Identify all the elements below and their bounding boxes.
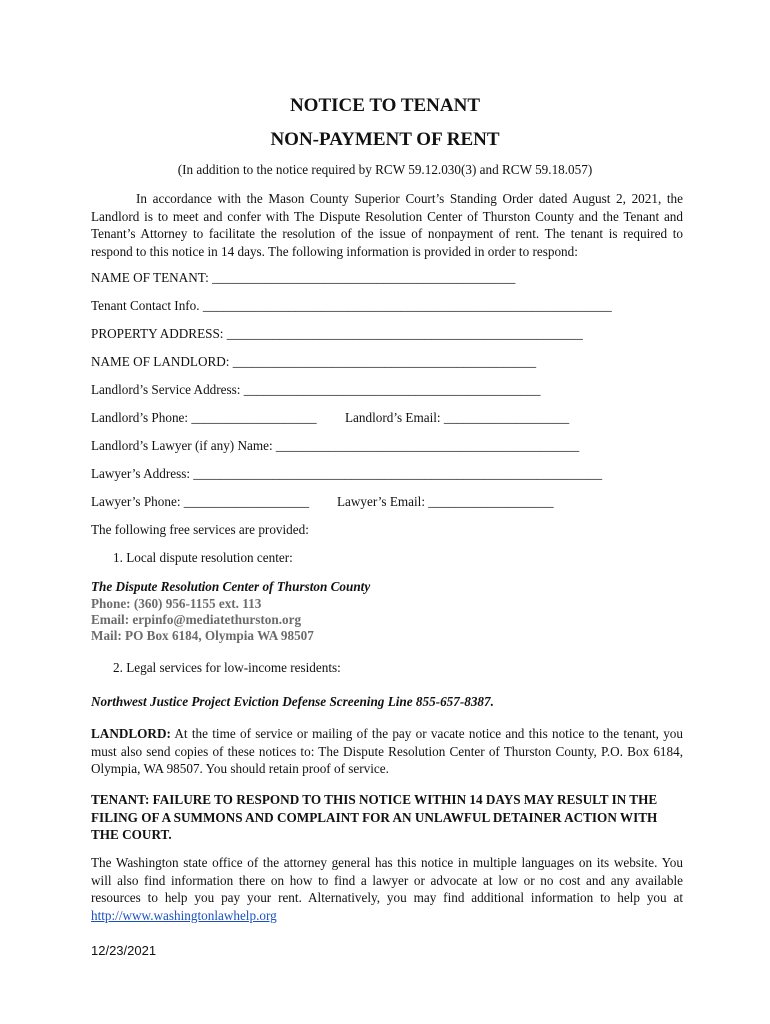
drc-phone: Phone: (360) 956-1155 ext. 113 <box>91 596 262 611</box>
landlord-name-field[interactable]: NAME OF LANDLORD: ______________________________________________ <box>91 354 537 369</box>
drc-name: The Dispute Resolution Center of Thurston County <box>91 579 371 594</box>
services-heading: The following free services are provided: <box>91 522 309 537</box>
landlord-label: LANDLORD: <box>91 726 171 741</box>
tenant-contact-field[interactable]: Tenant Contact Info. ______________________________________________________________ <box>91 298 612 313</box>
lawyer-phone-field[interactable]: Lawyer’s Phone: ___________________ <box>91 494 310 509</box>
document-title: NOTICE TO TENANT <box>289 95 481 116</box>
landlord-lawyer-field[interactable]: Landlord’s Lawyer (if any) Name: ______________________________________________ <box>91 438 580 453</box>
landlord-notice-text: At the time of service or mailing of the pay or vacate notice and this notice to the tenant, you must also send copies of these notices to: The Dispute Resolution Center of Thurston County, P.O. Box 6184, Olympia, WA 98507. You should retain proof of service. <box>91 726 683 777</box>
footer-date: 12/23/2021 <box>91 943 157 958</box>
landlord-notice-paragraph <box>91 725 683 778</box>
document-subtitle-heading: NON-PAYMENT OF RENT <box>270 129 500 150</box>
tenant-name-field[interactable]: NAME OF TENANT: ______________________________________________ <box>91 270 516 285</box>
intro-paragraph <box>91 190 683 260</box>
ag-notice-text: The Washington state office of the attorney general has this notice in multiple languages on its website. You will also find information there on how to find a lawyer or advocate at low or no cost and any available resources to help you pay your rent. Alternatively, you may find additional information to help you at <box>91 855 683 906</box>
drc-email: Email: erpinfo@mediatethurston.org <box>91 612 302 627</box>
lawyer-email-field[interactable]: Lawyer’s Email: ___________________ <box>337 494 554 509</box>
landlord-phone-field[interactable]: Landlord’s Phone: ___________________ <box>91 410 317 425</box>
statute-reference: (In addition to the notice required by RCW 59.12.030(3) and RCW 59.18.057) <box>177 162 593 177</box>
service-item-2: 2. Legal services for low-income residents: <box>113 660 341 675</box>
nwjp-line: Northwest Justice Project Eviction Defense Screening Line 855-657-8387. <box>91 694 494 709</box>
ag-notice-paragraph <box>91 854 683 924</box>
washington-law-help-link[interactable]: http://www.washingtonlawhelp.org <box>91 907 277 923</box>
lawyer-address-field[interactable]: Lawyer’s Address: ______________________________________________________________ <box>91 466 603 481</box>
intro-text: In accordance with the Mason County Superior Court’s Standing Order dated August 2, 2021, the Landlord is to meet and confer with The Dispute Resolution Center of Thurston County and the Tenant and Tenant’s Attorney to facilitate the resolution of the issue of nonpayment of rent. The tenant is required to respond to this notice in 14 days. The following information is provided in order to respond: <box>91 191 683 259</box>
drc-mail: Mail: PO Box 6184, Olympia WA 98507 <box>91 628 314 643</box>
tenant-warning: TENANT: FAILURE TO RESPOND TO THIS NOTICE WITHIN 14 DAYS MAY RESULT IN THE FILING OF A SUMMONS AND COMPLAINT FOR AN UNLAWFUL DETAINER ACTION WITH THE COURT. <box>91 792 658 843</box>
landlord-service-address-field[interactable]: Landlord’s Service Address: _____________________________________________ <box>91 382 541 397</box>
landlord-email-field[interactable]: Landlord’s Email: ___________________ <box>345 410 570 425</box>
service-item-1: 1. Local dispute resolution center: <box>113 550 293 565</box>
property-address-field[interactable]: PROPERTY ADDRESS: ______________________________________________________ <box>91 326 583 341</box>
